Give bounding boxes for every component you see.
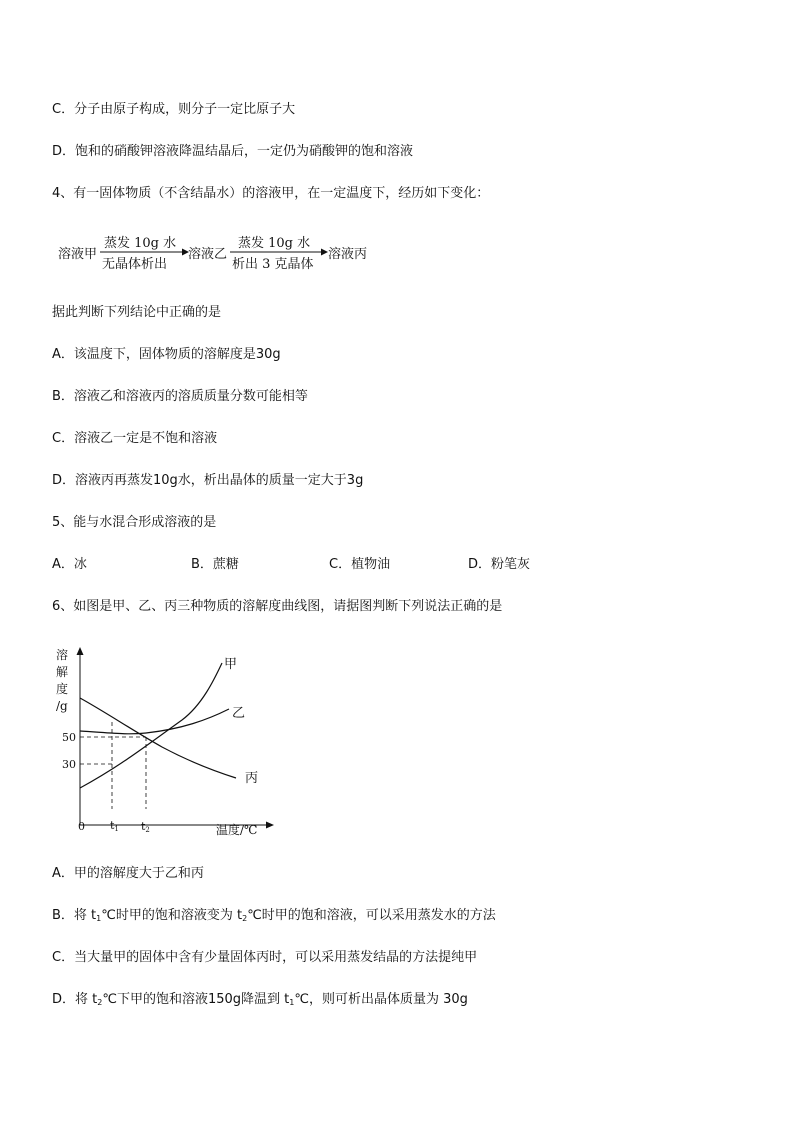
scheme-step2-below: 析出 3 克晶体 — [232, 257, 314, 272]
y-axis-arrowhead — [77, 647, 84, 655]
q4-option-d: D．溶液丙再蒸发10g水，析出晶体的质量一定大于3g — [52, 473, 364, 488]
q4-option-a: A．该温度下，固体物质的溶解度是30g — [52, 347, 281, 362]
q4-prompt: 据此判断下列结论中正确的是 — [52, 305, 222, 320]
scheme-start: 溶液甲 — [58, 247, 98, 262]
x-tick-t2: t2 — [141, 820, 150, 834]
scheme-middle: 溶液乙 — [188, 247, 228, 262]
q5-option-b: B．蔗糖 — [191, 557, 239, 572]
q6-stem: 6、如图是甲、乙、丙三种物质的溶解度曲线图，请据图判断下列说法正确的是 — [52, 599, 503, 614]
scheme-step1-below: 无晶体析出 — [102, 257, 168, 272]
q5-option-d: D．粉笔灰 — [468, 557, 531, 572]
y-label-char-3: 度 — [56, 682, 69, 696]
q4-option-c: C．溶液乙一定是不饱和溶液 — [52, 431, 218, 446]
q6-option-d: D．将 $t_2℃$下甲的饱和溶液150g降温到 $t_1℃$，则可析出晶体质量为 30g — [52, 992, 468, 1007]
curve-yi — [80, 709, 229, 734]
q6-option-a: A．甲的溶解度大于乙和丙 — [52, 866, 204, 881]
q4-option-b: B．溶液乙和溶液丙的溶质质量分数可能相等 — [52, 389, 308, 404]
scheme-arrowhead-2 — [321, 249, 328, 256]
curve-label-bing: 丙 — [245, 771, 259, 786]
scheme-step1-above: 蒸发 10g 水 — [104, 236, 177, 251]
q4-stem: 4、有一固体物质（不含结晶水）的溶液甲，在一定温度下，经历如下变化： — [52, 186, 490, 201]
scheme-step2-above: 蒸发 10g 水 — [238, 236, 311, 251]
scheme-end: 溶液丙 — [328, 247, 368, 262]
curve-label-jia: 甲 — [224, 657, 238, 672]
q5-options — [52, 556, 612, 574]
q4-reaction-scheme — [58, 230, 388, 276]
q3-option-d: D．饱和的硝酸钾溶液降温结晶后，一定仍为硝酸钾的饱和溶液 — [52, 144, 414, 159]
x-tick-t1: t1 — [110, 819, 119, 833]
y-label-char-4: /g — [56, 699, 68, 713]
y-tick-50: 50 — [62, 731, 76, 744]
q3-option-c: C．分子由原子构成，则分子一定比原子大 — [52, 102, 296, 117]
origin-label: 0 — [78, 820, 85, 833]
q5-stem: 5、能与水混合形成溶液的是 — [52, 515, 217, 530]
x-axis-arrowhead — [266, 822, 274, 829]
solubility-curve-graph — [52, 645, 282, 840]
y-label-char-2: 解 — [56, 665, 69, 679]
x-axis-label: 温度/℃ — [216, 823, 258, 837]
y-label-char-1: 溶 — [56, 648, 69, 662]
q5-option-a: A．冰 — [52, 557, 87, 572]
q5-option-c: C．植物油 — [329, 557, 391, 572]
curve-jia — [80, 663, 222, 788]
curve-label-yi: 乙 — [232, 706, 246, 721]
q6-option-c: C．当大量甲的固体中含有少量固体丙时，可以采用蒸发结晶的方法提纯甲 — [52, 950, 478, 965]
q6-option-b: B．将 $t_1℃$时甲的饱和溶液变为 $t_2℃$时甲的饱和溶液，可以采用蒸发水的方法 — [52, 908, 496, 923]
y-tick-30: 30 — [62, 758, 76, 771]
